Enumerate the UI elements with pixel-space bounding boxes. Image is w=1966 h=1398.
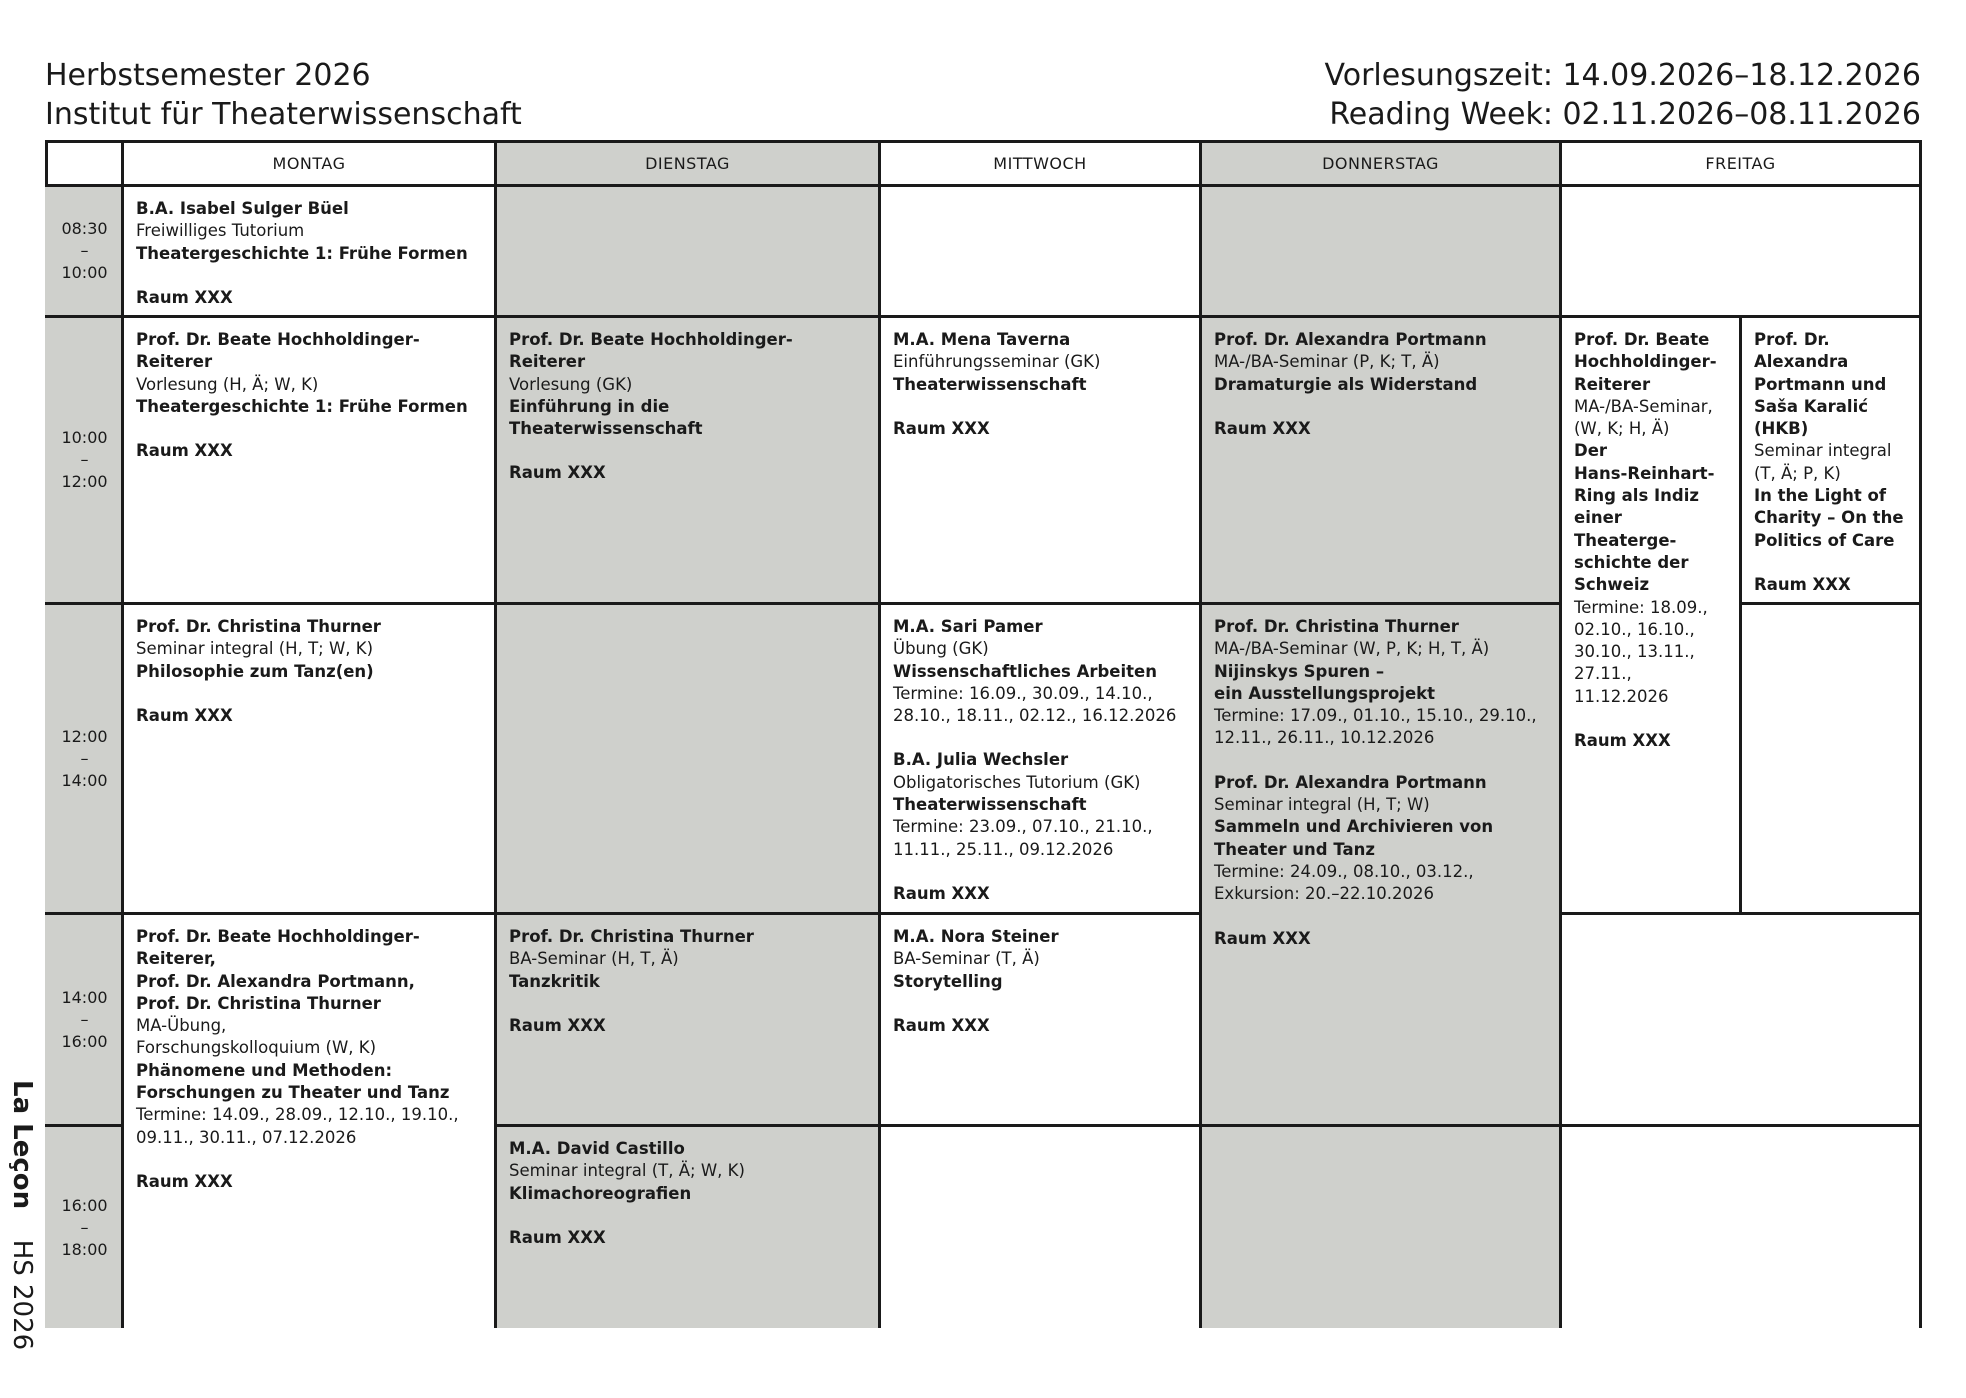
time-slot-0830: 08:30 – 10:00 <box>45 184 124 315</box>
cell-di-0830 <box>494 184 878 315</box>
cell-di-1400 <box>494 912 878 1124</box>
cell-mo-0830 <box>121 184 494 315</box>
cell-mo-1000 <box>121 315 494 602</box>
day-header-friday: FREITAG <box>1559 143 1919 184</box>
cell-mi-1200 <box>878 602 1199 912</box>
cell-mo-1200 <box>121 602 494 912</box>
cell-di-1600 <box>494 1124 878 1328</box>
cell-do-1600 <box>1199 1124 1559 1328</box>
cell-di-1000 <box>494 315 878 602</box>
corner-cell <box>45 143 124 184</box>
side-label-title: La Leçon <box>7 1080 37 1210</box>
day-header-wednesday: MITTWOCH <box>878 143 1199 184</box>
reading-week: Reading Week: 02.11.2026–08.11.2026 <box>1329 97 1921 132</box>
cell-fr-1000-b <box>1739 315 1919 602</box>
course-entry: M.A. Nora Steiner BA-Seminar (T, Ä) Storytelling Raum XXX <box>893 927 1059 1035</box>
course-entry: M.A. Sari Pamer Übung (GK) Wissenschaftliches Arbeiten Termine: 16.09., 30.09., 14.10., 28.10., 18.11., 02.12., 16.12.2026 B.A. Julia Wechsler Obligatorisches Tutorium (GK) Theaterwissenschaft Termine: 23.09., 07.10., 21.10., 11.11., 25.11., 09.12.2026 Raum XXX <box>893 617 1177 903</box>
course-entry: Prof. Dr. Christina Thurner BA-Seminar (H, T, Ä) Tanzkritik Raum XXX <box>509 927 754 1035</box>
side-label <box>6 1080 38 1351</box>
cell-fr-1400 <box>1559 912 1919 1124</box>
cell-fr-0830 <box>1559 184 1919 315</box>
cell-do-0830 <box>1199 184 1559 315</box>
course-entry: B.A. Isabel Sulger Büel Freiwilliges Tutorium Theatergeschichte 1: Frühe Formen Raum XXX <box>136 199 468 307</box>
day-header-tuesday: DIENSTAG <box>494 143 878 184</box>
time-slot-1000: 10:00 – 12:00 <box>45 315 124 602</box>
timetable <box>45 140 1922 1328</box>
lecture-period: Vorlesungszeit: 14.09.2026–18.12.2026 <box>1324 58 1921 93</box>
cell-mi-1000 <box>878 315 1199 602</box>
cell-mi-1400 <box>878 912 1199 1124</box>
cell-mi-0830 <box>878 184 1199 315</box>
course-entry: Prof. Dr. Christina Thurner Seminar integral (H, T; W, K) Philosophie zum Tanz(en) Raum XXX <box>136 617 381 725</box>
institute-title: Institut für Theaterwissenschaft <box>45 97 522 132</box>
cell-do-1200 <box>1199 602 1559 1124</box>
cell-fr-1600 <box>1559 1124 1919 1328</box>
course-entry: M.A. David Castillo Seminar integral (T, Ä; W, K) Klimachoreografien Raum XXX <box>509 1139 745 1247</box>
course-entry: Prof. Dr. Christina Thurner MA-/BA-Seminar (W, P, K; H, T, Ä) Nijinskys Spuren – ein Ausstellungsprojekt Termine: 17.09., 01.10., 15.10., 29.10., 12.11., 26.11., 10.12.2026 Prof. Dr. Alexandra Portmann Seminar integral (H, T; W) Sammeln und Archivieren von Theater und Tanz Termine: 24.09., 08.10., 03.12., Exkursion: 20.–22.10.2026 Raum XXX <box>1214 617 1537 948</box>
course-entry: Prof. Dr. Beate Hochholdinger-Reiterer, Prof. Dr. Alexandra Portmann, Prof. Dr. Christina Thurner MA-Übung, Forschungskolloquium (W, K) Phänomene und Methoden: Forschungen zu Theater und Tanz Termine: 14.09., 28.09., 12.10., 19.10., 09.11., 30.11., 07.12.2026 Raum XXX <box>136 927 459 1191</box>
header-right <box>1325 56 1921 134</box>
course-entry: Prof. Dr. Alexandra Portmann und Saša Karalić (HKB) Seminar integral (T, Ä; P, K) In the Light of Charity – On the Politics of Care Raum XXX <box>1754 330 1904 594</box>
cell-mi-1600 <box>878 1124 1199 1328</box>
time-slot-1200: 12:00 – 14:00 <box>45 602 124 912</box>
cell-fr-1200-b <box>1739 602 1919 912</box>
header-left <box>45 56 522 134</box>
course-entry: Prof. Dr. Beate Hochholdinger-Reiterer Vorlesung (H, Ä; W, K) Theatergeschichte 1: Frühe Formen Raum XXX <box>136 330 468 461</box>
cell-mo-1400 <box>121 912 494 1328</box>
semester-title: Herbstsemester 2026 <box>45 58 371 93</box>
side-label-term: HS 2026 <box>7 1239 37 1351</box>
course-entry: Prof. Dr. Alexandra Portmann MA-/BA-Seminar (P, K; T, Ä) Dramaturgie als Widerstand Raum XXX <box>1214 330 1487 438</box>
time-slot-1600: 16:00 – 18:00 <box>45 1124 124 1328</box>
day-header-thursday: DONNERSTAG <box>1199 143 1559 184</box>
cell-do-1000 <box>1199 315 1559 602</box>
day-header-monday: MONTAG <box>121 143 494 184</box>
time-slot-1400: 14:00 – 16:00 <box>45 912 124 1124</box>
course-entry: Prof. Dr. Beate Hochholdinger- Reiterer MA-/BA-Seminar, (W, K; H, Ä) Der Hans-Reinhart- Ring als Indiz einer Theaterge- schichte der Schweiz Termine: 18.09., 02.10., 16.10., 30.10., 13.11., 27.11., 11.12.2026 Raum XXX <box>1574 330 1717 751</box>
cell-fr-1000-a <box>1559 315 1739 912</box>
course-entry: Prof. Dr. Beate Hochholdinger-Reiterer Vorlesung (GK) Einführung in die Theaterwissenschaft Raum XXX <box>509 330 793 483</box>
cell-di-1200 <box>494 602 878 912</box>
course-entry: M.A. Mena Taverna Einführungsseminar (GK) Theaterwissenschaft Raum XXX <box>893 330 1101 438</box>
